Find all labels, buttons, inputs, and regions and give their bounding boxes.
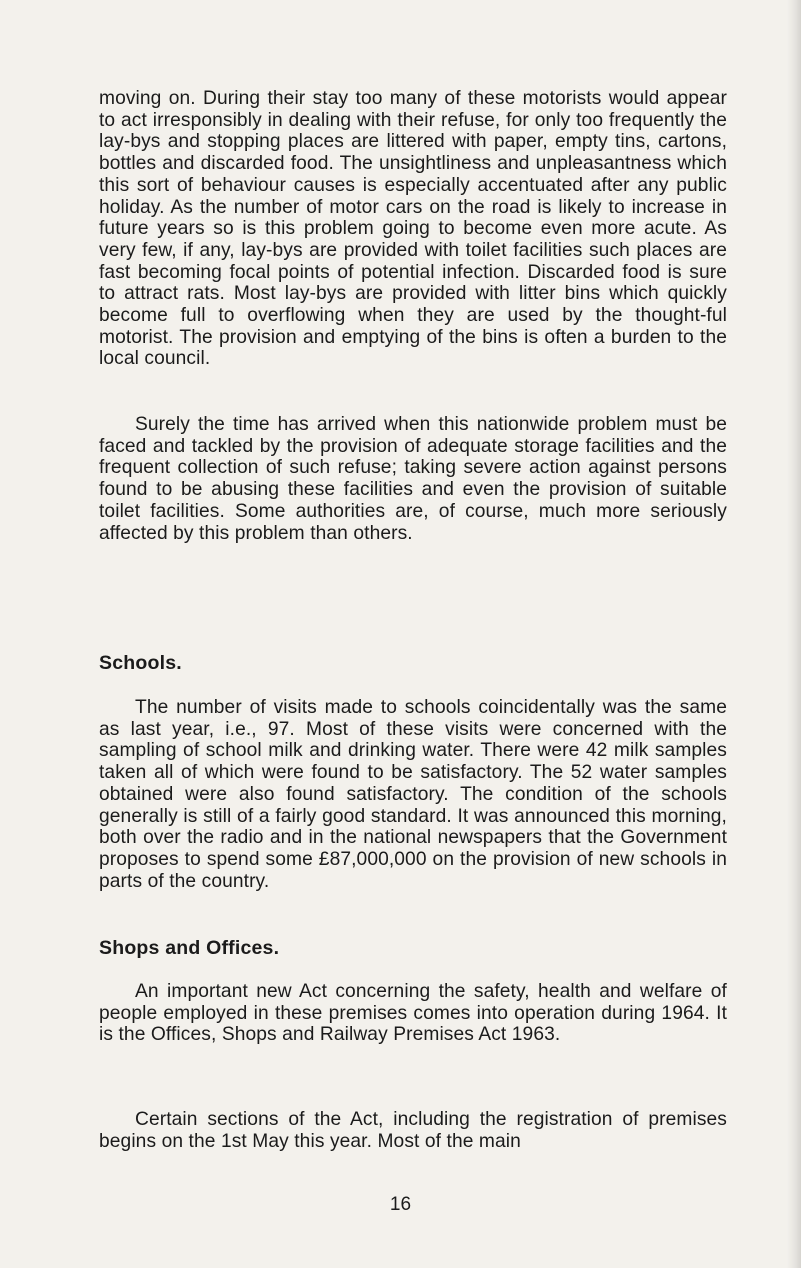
- heading-shops-offices: Shops and Offices.: [99, 937, 280, 959]
- paragraph-lay-bys: moving on. During their stay too many of these motorists would appear to act irresponsibly in dealing with their refuse, for only too frequently the lay-bys and stopping places are littered with paper, empty tins, cartons, bottles and discarded food. The unsightliness and unpleasantness which this sort of behaviour causes is especially accentuated after any public holiday. As the number of motor cars on the road is likely to increase in future years so is this problem going to become even more acute. As very few, if any, lay-bys are provided with toilet facilities such places are fast becoming focal points of potential infection. Discarded food is sure to attract rats. Most lay-bys are provided with litter bins which quickly become full to overflowing when they are used by the thought-ful motorist. The provision and emptying of the bins is often a burden to the local council.: [99, 88, 727, 370]
- nationwide-section: [99, 414, 727, 544]
- paragraph-schools: The number of visits made to schools coincidentally was the same as last year, i.e., 97. Most of these visits were concerned with the sampling of school milk and drinking water. There were 42 milk samples taken all of which were found to be satisfactory. The 52 water samples obtained were also found satisfactory. The condition of the schools generally is still of a fairly good standard. It was announced this morning, both over the radio and in the national newspapers that the Government proposes to spend some £87,000,000 on the provision of new schools in parts of the country.: [99, 697, 727, 892]
- shops-section-2: [99, 1109, 727, 1152]
- heading-schools: Schools.: [99, 652, 182, 674]
- shops-section-1: [99, 981, 727, 1046]
- page-number: 16: [389, 1194, 412, 1215]
- paragraph-shops-registration: Certain sections of the Act, including the registration of premises begins on the 1st May this year. Most of the main: [99, 1109, 727, 1152]
- paragraph-shops-act: An important new Act concerning the safety, health and welfare of people employed in these premises comes into operation during 1964. It is the Offices, Shops and Railway Premises Act 1963.: [99, 981, 727, 1046]
- schools-section: [99, 697, 727, 892]
- paragraph-nationwide-problem: Surely the time has arrived when this nationwide problem must be faced and tackled by the provision of adequate storage facilities and the frequent collection of such refuse; taking severe action against persons found to be abusing these facilities and even the provision of suitable toilet facilities. Some authorities are, of course, much more seriously affected by this problem than others.: [99, 414, 727, 544]
- intro-section: [99, 88, 727, 370]
- page-edge-shadow: [787, 0, 801, 1268]
